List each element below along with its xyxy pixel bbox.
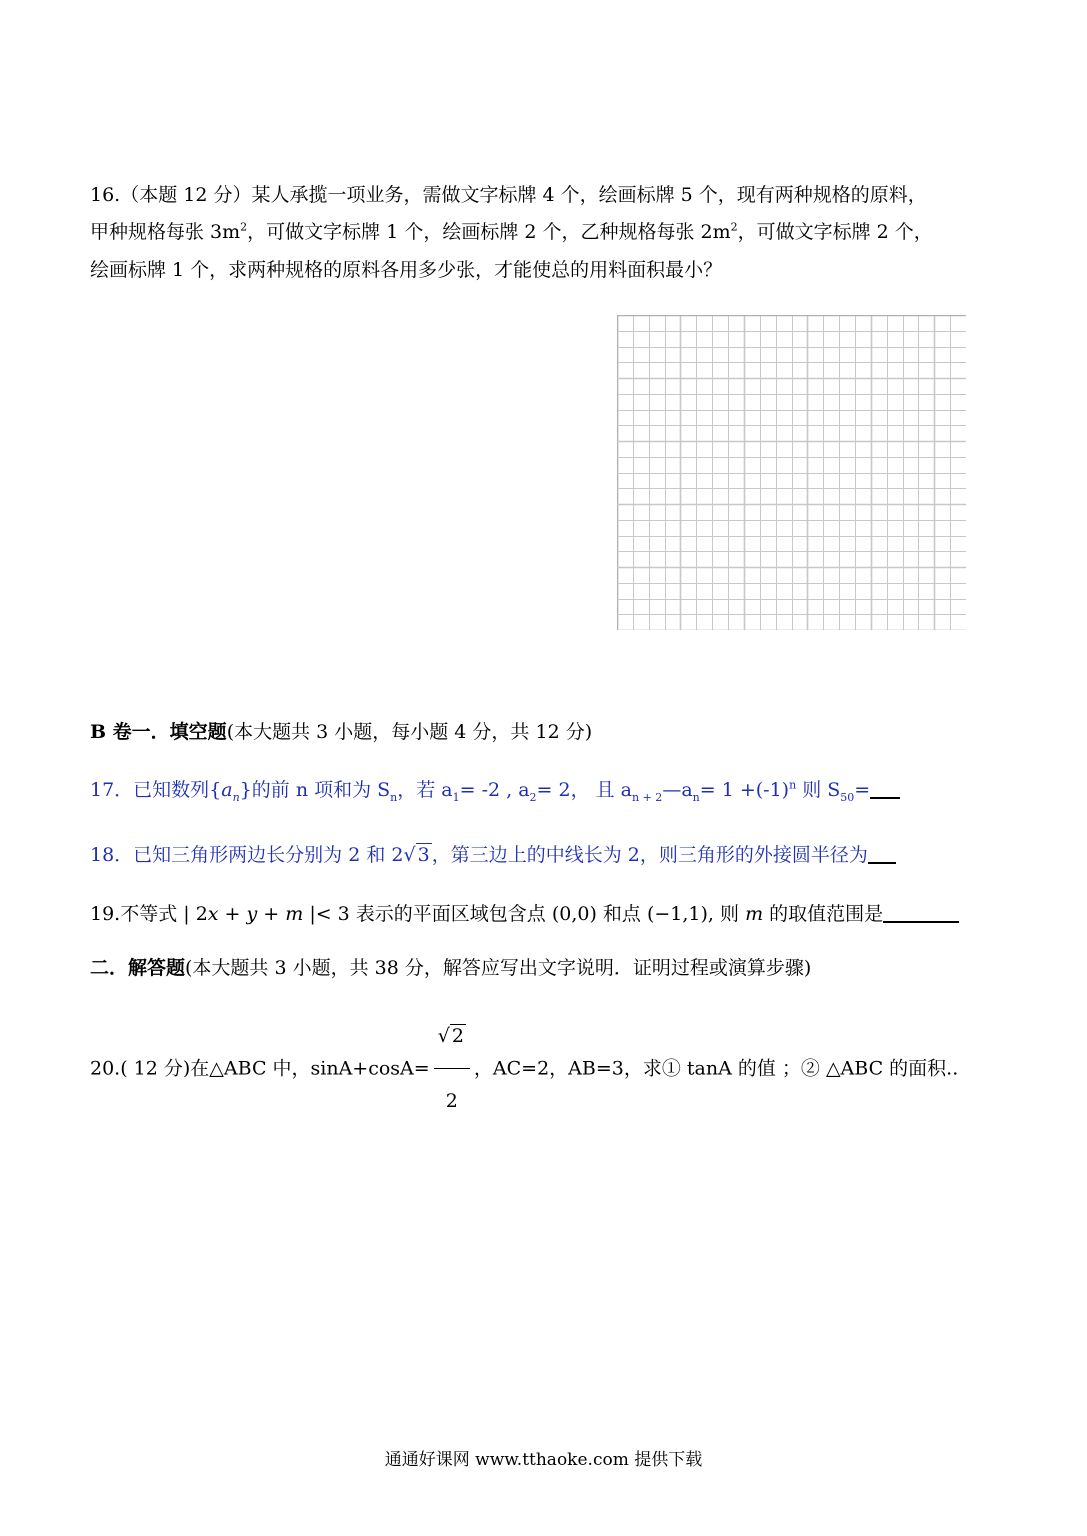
fraction: $\frac{√ 2}{2}$ [434, 1006, 470, 1131]
section-b-header: B 卷一．填空题(本大题共 3 小题，每小题 4 分，共 12 分) [90, 721, 593, 743]
q19: 19.不等式 | 2x + y + m |< 3 表示的平面区域包含点 (0,0) 和点 (−1,1), 则 m 的取值范围是 [90, 902, 959, 926]
footer: 通通好课网 www.tthaoke.com 提供下载 [384, 1450, 703, 1470]
q16-line1: 16.（本题 12 分）某人承揽一项业务，需做文字标牌 4 个，绘画标牌 5 个，现有两种规格的原料， [90, 184, 927, 206]
section-2-header: 二．解答题(本大题共 3 小题，共 38 分，解答应写出文字说明．证明过程或演算步骤) [90, 957, 812, 979]
q17-answer-blank [870, 779, 900, 799]
q20: 20.( 12 分)在△ABC 中，sinA+cosA= $\frac{√ 2}{2}$ ，AC=2，AB=3，求① tanA 的值 ；② △ABC 的面积.. [90, 1006, 958, 1066]
q16-line2: 甲种规格每张 $3m^2$，可做文字标牌 1 个，绘画标牌 2 个，乙种规格每张 $2m^2$，可做文字标牌 2 个， [90, 220, 933, 243]
q19-answer-blank [883, 903, 959, 923]
q16-line3: 绘画标牌 1 个，求两种规格的原料各用多少张，才能使总的用料面积最小？ [90, 259, 723, 281]
q17: 17．已知数列$\{a_n\}$的前 n 项和为 $S_n$，若 $a_1= -2$ , $a_2= 2$， 且 $a_{n + 2}—a_n= 1 +(-1)^n$ 则 $S_{50}=$ [90, 778, 900, 802]
answer-grid [617, 315, 966, 630]
q18-answer-blank [868, 844, 896, 864]
q18: 18．已知三角形两边长分别为 2 和 2√ 3 ，第三边上的中线长为 2，则三角形的外接圆半径为 [90, 843, 896, 867]
